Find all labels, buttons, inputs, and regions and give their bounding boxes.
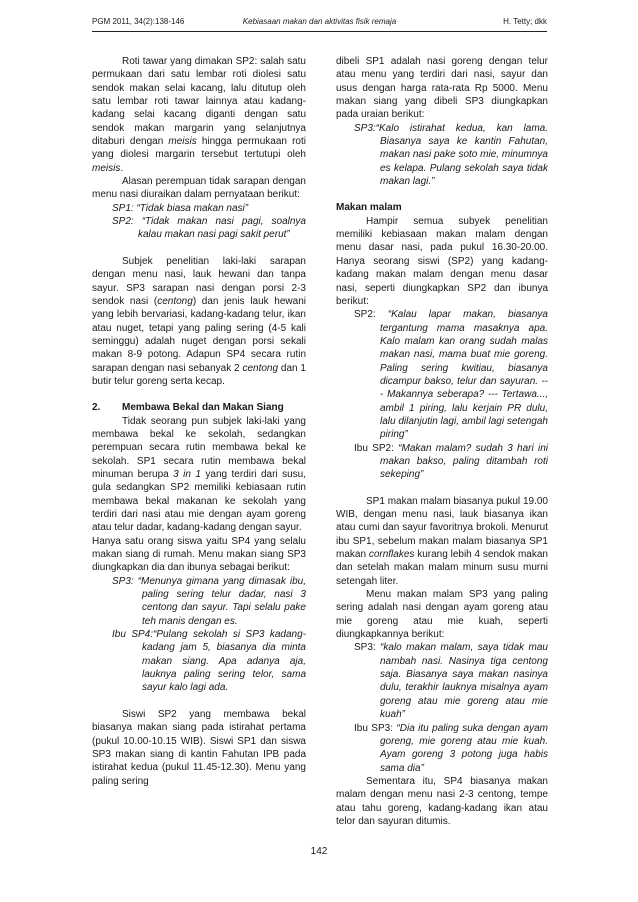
left-column [92,55,306,788]
quote-sp3-siang: SP3: “Menunya gimana yang dimasak ibu, paling sering telur dadar, nasi 3 centong dan sayur. Tapi selalu pake teh manis dengan es. [112,575,306,627]
right-column [336,55,548,828]
spacer [336,188,548,201]
journal-citation: PGM 2011, 34(2):138-146 [92,17,185,26]
paragraph-bekal: Tidak seorang pun subjek laki-laki yang membawa bekal ke sekolah, sedangkan perempuan secara rutin membawa bekal ke sekolah. SP1 secara rutin membawa bekal minuman berupa 3 in 1 yang terdiri dari susu, gula sedangkan SP2 memiliki kebiasaan rutin membawa bekal makanan ke sekolah yang terdiri dari nasi atau mie dengan ayam goreng atau telur dadar, kadang-kadang dengan sayur. [92,415,306,534]
quote-ibu-sp3: Ibu SP3: “Dia itu paling suka dengan ayam goreng, mie goreng atau mie kuah. Ayam goreng 3 potong juga habis sama dia” [354,722,549,774]
spacer [92,242,306,255]
paragraph-sp4-malam: Sementara itu, SP4 biasanya makan malam dengan menu nasi 2-3 centong, tempe atau tahu goreng, kadang-kadang ikan atau telor dan sayuran ditumis. [336,775,548,827]
header-rule [92,31,547,32]
paragraph-alasan-sarapan: Alasan perempuan tidak sarapan dengan menu nasi diuraikan dalam pernyataan berikut: [92,176,306,201]
paragraph-waktu-makan-siang: Siswi SP2 yang membawa bekal biasanya makan siang pada istirahat pertama (pukul 10.00-10.15 WIB). Siswi SP1 dan siswa SP3 makan siang di kantin Fahutan IPB pada istirahat kedua (pukul 11.45-12.30). Menu yang paling sering [92,708,306,787]
running-authors: H. Tetty; dkk [503,17,547,26]
paragraph-menu-dibeli: dibeli SP1 adalah nasi goreng dengan telur atau menu yang terdiri dari nasi, sayur dan usus dengan harga rata-rata Rp 5000. Menu makan siang yang dibeli SP3 diungkapkan pada uraian berikut: [336,56,548,121]
section-heading-bekal: 2. Membawa Bekal dan Makan Siang [92,402,284,414]
paragraph-roti-tawar: Roti tawar yang dimakan SP2: salah satu permukaan dari satu lembar roti diolesi satu sendok makan selai kacang, lalu ditutup oleh satu lembar roti tawar lainnya atau kadang-kadang selai kacang diganti dengan satu sendok makan margarin yang selanjutnya ditaburi dengan meisis hingga permukaan roti yang diolesi margarin tersebut tertutupi oleh meisis. [92,56,306,174]
paragraph-sp1-malam: SP1 makan malam biasanya pukul 19.00 WIB, dengan menu nasi, lauk biasanya ikan atau cumi dan sayur favoritnya brokoli. Menurut ibu SP1, sebelum makan malam biasanya SP1 makan cornflakes kurang lebih 4 sendok makan dan setelah makan malam minum susu murni setengah liter. [336,495,548,587]
quote-ibu-sp4: Ibu SP4:“Pulang sekolah si SP3 kadang-kadang jam 5, biasanya dia minta makan siang. Apa adanya aja, lauknya paling sering telor, sama sayur kalo lagi ada. [112,629,307,694]
subheading-makan-malam: Makan malam [336,202,402,214]
quote-sp1: SP1: “Tidak biasa makan nasi” [112,202,249,214]
spacer [336,482,548,495]
quote-sp2-malam: SP2: “Kalau lapar makan, biasanya tergantung mama masaknya apa. Kalo malam kan orang sudah malas makan nasi, mama buat mie goreng. Paling sering kwitiau, biasanya dicampur bakso, telur dan sayuran. --- Makannya seberapa? --- Tertawa..., ambil 1 piring, lalu kerjain PR dulu, lalu dilanjutin lagi, ambil lagi setengah piring” [354,309,548,441]
paragraph-makan-malam: Hampir semua subyek penelitian memiliki kebiasaan makan malam dengan menu dasar nasi, pada pukul 16.30-20.00. Hanya seorang siswi (SP2) yang kadang-kadang makan malam dengan menu dasar nasi, seperti diungkapkan SP2 dan ibunya berikut: [336,215,548,307]
page-number: 142 [310,846,328,857]
running-title: Kebiasaan makan dan aktivitas fisik remaja [242,17,397,26]
paragraph-sp3-malam: Menu makan malam SP3 yang paling sering adalah nasi dengan ayam goreng atau mie goreng atau mie kuah, seperti diungkapkannya berikut: [336,589,548,641]
paragraph-makan-siang-rumah: Hanya satu orang siswa yaitu SP4 yang selalu makan siang di rumah. Menu makan siang SP3 diungkapkan dia dan ibunya sebagai berikut: [92,535,306,574]
spacer [92,388,306,401]
quote-sp2: SP2: “Tidak makan nasi pagi, soalnya kalau makan nasi pagi sakit perut” [112,216,306,241]
spacer [92,695,306,708]
paragraph-laki-laki-sarapan: Subjek penelitian laki-laki sarapan dengan menu nasi, lauk hewani dan tanpa sayur. SP3 sarapan nasi dengan porsi 2-3 sendok nasi (centong) dan jenis lauk hewani yang lebih bervariasi, kadang-kadang telur, ikan atau nuget, tetapi yang paling sering (4-5 kali seminggu) adalah nuget dengan porsi sekali makan 8-9 potong. Adapun SP4 secara rutin sarapan dengan nasi sebanyak 2 centong dan 1 butir telur goreng serta kecap. [92,255,306,387]
quote-ibu-sp2: Ibu SP2: “Makan malam? sudah 3 hari ini makan bakso, paling ditambah roti sekeping” [354,442,549,481]
running-header [92,16,547,30]
quote-sp3-kantin: SP3:“Kalo istirahat kedua, kan lama. Biasanya saya ke kantin Fahutan, makan nasi pake soto mie, minumnya es kelapa. Pulang sekolah saya tidak makan lagi.” [354,122,548,188]
quote-sp3-malam: SP3: “kalo makan malam, saya tidak mau nambah nasi. Nasinya tiga centong saja. Biasanya saya makan nasinya dulu, terakhir lauknya misalnya ayam goreng atau mie goreng atau mie kuah” [354,642,548,721]
